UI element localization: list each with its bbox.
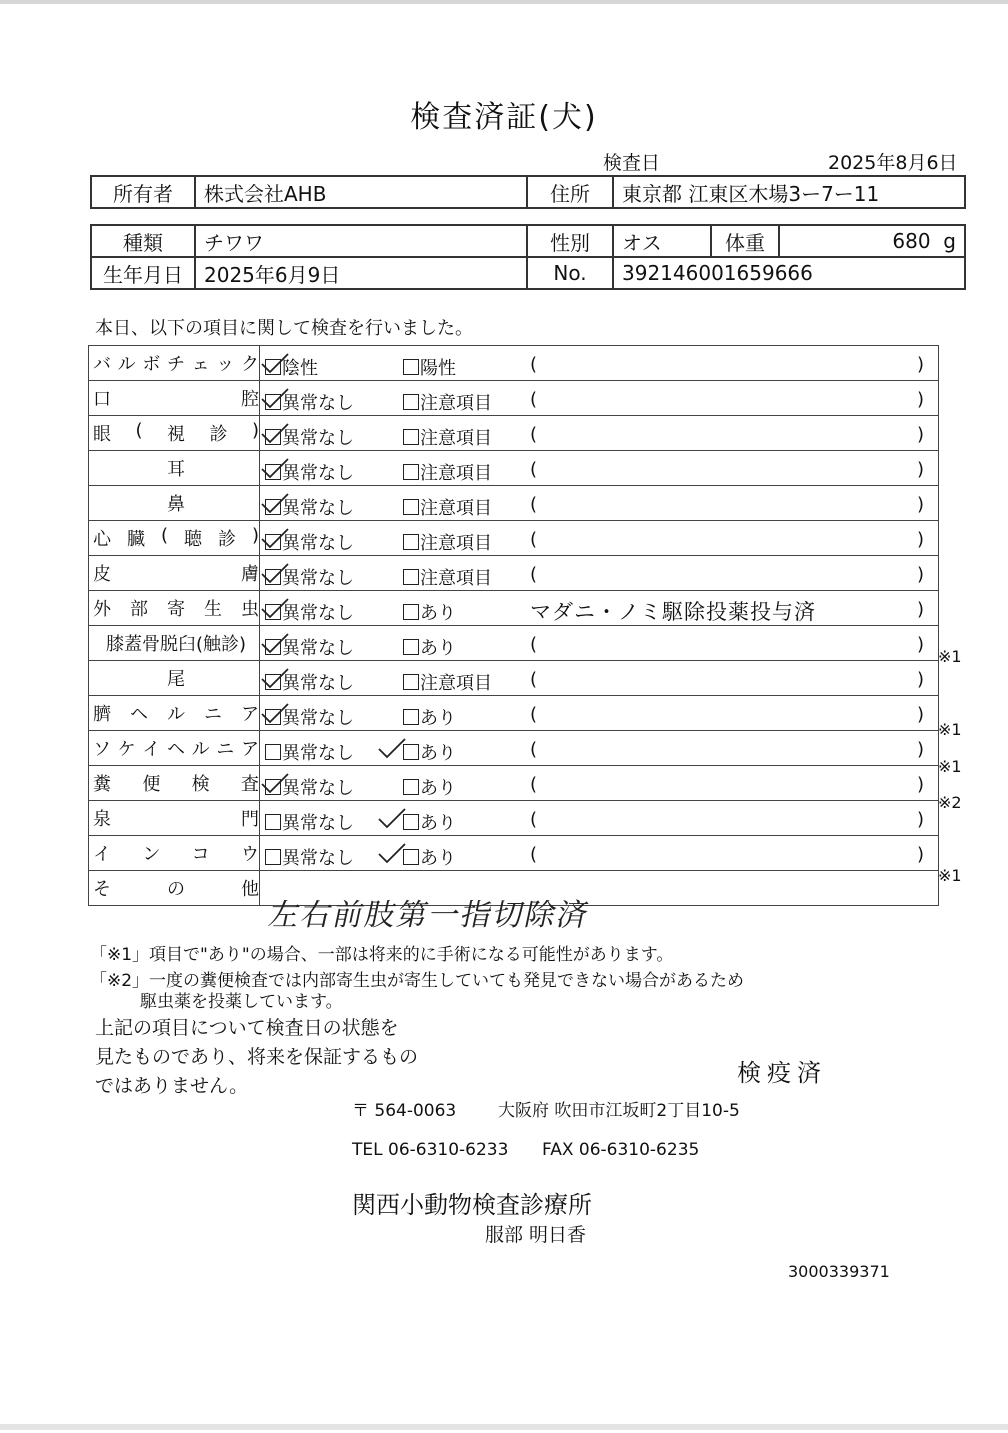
- option-abnormal[interactable]: [403, 354, 456, 380]
- clinic-name: 関西小動物検査診療所: [352, 1191, 592, 1219]
- item-name-char: (: [160, 525, 168, 546]
- item-name-char: ヘ: [166, 739, 185, 760]
- owner-value: 株式会社AHB: [195, 176, 527, 208]
- option-abnormal[interactable]: [403, 599, 456, 625]
- option-abnormal-label: 注意項目: [420, 393, 492, 414]
- pet-info-table: [90, 224, 966, 290]
- option-normal-label: 異常なし: [282, 603, 354, 624]
- item-name: [89, 696, 260, 731]
- check-mark-icon: [260, 562, 290, 584]
- checkup-row: [89, 731, 939, 766]
- item-name: [89, 486, 260, 521]
- checkup-table: [88, 345, 939, 906]
- remark-text: マダニ・ノミ駆除投薬投与済: [530, 600, 816, 624]
- item-name-char: チ: [166, 354, 185, 375]
- option-normal[interactable]: [265, 844, 354, 870]
- footnote-mark: ※1: [938, 647, 962, 666]
- item-options: [260, 801, 939, 836]
- option-abnormal-label: 注意項目: [420, 673, 492, 694]
- item-name-char: の: [167, 879, 185, 900]
- option-abnormal[interactable]: [403, 459, 492, 485]
- item-name-char: 臍: [93, 704, 111, 725]
- checkup-row: [89, 696, 939, 731]
- checkup-row: [89, 626, 939, 661]
- inspector-name: 服部 明日香: [485, 1224, 587, 1246]
- footnote-mark: ※1: [938, 757, 962, 776]
- option-normal-label: 異常なし: [282, 533, 354, 554]
- check-mark-icon: [260, 387, 290, 409]
- birth-value: 2025年6月9日: [195, 257, 527, 289]
- item-name-char: 膝蓋骨脱臼(触診): [105, 634, 247, 655]
- option-abnormal[interactable]: [403, 809, 456, 835]
- item-name-char: 膚: [241, 564, 259, 585]
- item-name-char: ン: [142, 844, 161, 865]
- option-abnormal-label: 注意項目: [420, 498, 492, 519]
- item-name: [89, 801, 260, 836]
- item-name: [89, 766, 260, 801]
- remark-open-paren: (: [530, 739, 538, 760]
- option-abnormal-label: あり: [420, 603, 456, 624]
- item-name-char: イ: [142, 739, 161, 760]
- item-name-char: ア: [241, 704, 259, 725]
- item-name-char: ッ: [216, 354, 235, 375]
- item-name: [89, 731, 260, 766]
- option-abnormal[interactable]: [403, 634, 456, 660]
- item-options: [260, 346, 939, 381]
- item-name-char: 皮: [93, 564, 111, 585]
- remark-open-paren: (: [530, 809, 538, 830]
- item-name: [89, 871, 260, 906]
- checkup-row: [89, 661, 939, 696]
- remark-close-paren: ): [917, 494, 925, 515]
- weight-value: 680: [892, 229, 931, 253]
- remark-close-paren: ): [917, 564, 925, 585]
- item-name-char: 虫: [241, 599, 259, 620]
- option-normal-label: 異常なし: [282, 813, 354, 834]
- footnote-2b: 駆虫薬を投薬しています。: [140, 992, 343, 1012]
- item-name-char: ヘ: [130, 704, 148, 725]
- checkup-row: [89, 556, 939, 591]
- remark-open-paren: (: [530, 494, 538, 515]
- remark-close-paren: ): [917, 774, 925, 795]
- item-name-char: 生: [204, 599, 222, 620]
- item-name-char: ル: [167, 704, 185, 725]
- check-mark-icon: [260, 492, 290, 514]
- option-abnormal[interactable]: [403, 669, 492, 695]
- checkbox[interactable]: [403, 709, 419, 725]
- item-options: [260, 521, 939, 556]
- option-abnormal[interactable]: [403, 739, 456, 765]
- item-name-char: 門: [241, 809, 259, 830]
- option-abnormal[interactable]: [403, 529, 492, 555]
- option-abnormal-label: あり: [420, 743, 456, 764]
- remark-close-paren: ): [917, 634, 925, 655]
- option-abnormal-label: 陽性: [420, 358, 456, 379]
- document-title: 検査済証(犬): [410, 100, 598, 135]
- statement-line: ではありません。: [95, 1075, 249, 1097]
- remark-close-paren: ): [917, 424, 925, 445]
- inspection-date-value: 2025年8月6日: [828, 152, 958, 174]
- checkbox[interactable]: [403, 674, 419, 690]
- footnote-1: 「※1」項目で"あり"の場合、一部は将来的に手術になる可能性があります。: [90, 945, 674, 965]
- item-name-char: (: [135, 420, 143, 441]
- item-name-char: 尾: [167, 669, 185, 690]
- remark-open-paren: (: [530, 564, 538, 585]
- checkup-row: [89, 346, 939, 381]
- item-options: [260, 836, 939, 871]
- checkup-row: [89, 416, 939, 451]
- item-name-char: 鼻: [167, 494, 185, 515]
- option-normal-label: 異常なし: [282, 848, 354, 869]
- item-name: [89, 626, 260, 661]
- weight-field: [779, 225, 965, 257]
- option-abnormal-label: 注意項目: [420, 428, 492, 449]
- option-normal-label: 異常なし: [282, 778, 354, 799]
- item-options: [260, 696, 939, 731]
- checkup-row: [89, 801, 939, 836]
- item-name: [89, 346, 260, 381]
- remark-close-paren: ): [917, 354, 925, 375]
- item-name-char: ): [251, 420, 259, 441]
- item-name-char: そ: [93, 879, 111, 900]
- option-abnormal-label: 注意項目: [420, 463, 492, 484]
- item-name-char: 腔: [241, 389, 259, 410]
- checkup-row: [89, 766, 939, 801]
- item-name-char: イ: [93, 844, 111, 865]
- weight-unit: g: [943, 229, 956, 253]
- item-options: [260, 661, 939, 696]
- check-mark-icon: [260, 597, 290, 619]
- item-name-char: ボ: [142, 354, 161, 375]
- item-name-char: 診: [209, 424, 228, 445]
- quarantine-stamp: 検疫済: [737, 1059, 827, 1087]
- item-options: [260, 731, 939, 766]
- item-options: [260, 766, 939, 801]
- checkbox[interactable]: [403, 359, 419, 375]
- item-options: [260, 381, 939, 416]
- option-abnormal[interactable]: [403, 494, 492, 520]
- item-name-char: 外: [93, 599, 111, 620]
- option-normal-label: 異常なし: [282, 393, 354, 414]
- item-name-char: ル: [117, 354, 136, 375]
- option-normal-label: 異常なし: [282, 498, 354, 519]
- weight-label: 体重: [711, 225, 779, 257]
- checkbox[interactable]: [403, 429, 419, 445]
- footnote-2a: 「※2」一度の糞便検査では内部寄生虫が寄生していても発見できない場合があるため: [90, 971, 745, 991]
- item-name-char: 心: [93, 529, 111, 550]
- statement-line: 見たものであり、将来を保証するもの: [95, 1046, 419, 1068]
- remark-open-paren: (: [530, 774, 538, 795]
- number-value: 392146001659666: [613, 257, 965, 289]
- clinic-tel: TEL 06-6310-6233: [352, 1140, 509, 1160]
- item-name: [89, 381, 260, 416]
- item-name: [89, 836, 260, 871]
- item-name-char: 聴: [183, 529, 202, 550]
- item-name-char: ウ: [240, 844, 259, 865]
- remark-open-paren: (: [530, 634, 538, 655]
- option-abnormal-label: 注意項目: [420, 533, 492, 554]
- item-name-char: 他: [241, 879, 259, 900]
- remark-open-paren: (: [530, 529, 538, 550]
- item-name-char: ニ: [204, 704, 222, 725]
- item-options: [260, 626, 939, 661]
- item-options: [260, 486, 939, 521]
- intro-text: 本日、以下の項目に関して検査を行いました。: [95, 318, 473, 339]
- checkbox[interactable]: [403, 779, 419, 795]
- option-abnormal-label: あり: [420, 778, 456, 799]
- checkbox[interactable]: [265, 744, 281, 760]
- option-normal-label: 陰性: [282, 358, 318, 379]
- item-options: [260, 416, 939, 451]
- scan-bottom-edge: [0, 1424, 1008, 1430]
- checkup-row: [89, 591, 939, 626]
- remark-close-paren: ): [917, 739, 925, 760]
- item-name-char: ): [251, 525, 259, 546]
- option-abnormal[interactable]: [403, 389, 492, 415]
- check-mark-icon: [260, 632, 290, 654]
- option-abnormal-label: あり: [420, 638, 456, 659]
- remark-open-paren: (: [530, 669, 538, 690]
- option-normal-label: 異常なし: [282, 428, 354, 449]
- item-options: [260, 556, 939, 591]
- remark-close-paren: ): [917, 599, 925, 620]
- checkbox[interactable]: [403, 394, 419, 410]
- item-name-char: 診: [217, 529, 236, 550]
- option-normal-label: 異常なし: [282, 568, 354, 589]
- item-name-char: 寄: [167, 599, 185, 620]
- item-name-char: コ: [191, 844, 210, 865]
- option-abnormal-label: あり: [420, 708, 456, 729]
- checkbox[interactable]: [403, 499, 419, 515]
- checkbox[interactable]: [403, 464, 419, 480]
- checkbox[interactable]: [265, 849, 281, 865]
- item-name-char: バ: [93, 354, 111, 375]
- item-name: [89, 521, 260, 556]
- remark-close-paren: ): [917, 844, 925, 865]
- checkbox[interactable]: [403, 534, 419, 550]
- option-abnormal[interactable]: [403, 844, 456, 870]
- item-name-char: ケ: [117, 739, 136, 760]
- item-name-char: ソ: [93, 739, 111, 760]
- check-mark-icon: [377, 807, 407, 829]
- option-normal[interactable]: [265, 739, 354, 765]
- option-normal[interactable]: [265, 809, 354, 835]
- item-name-char: 臓: [126, 529, 145, 550]
- checkup-row: [89, 486, 939, 521]
- checkbox[interactable]: [403, 604, 419, 620]
- item-name-char: 便: [142, 774, 161, 795]
- option-abnormal[interactable]: [403, 564, 492, 590]
- check-mark-icon: [377, 842, 407, 864]
- check-mark-icon: [260, 667, 290, 689]
- checkbox[interactable]: [403, 569, 419, 585]
- footnote-mark: ※1: [938, 866, 962, 885]
- address-value: 東京都 江東区木場3ー7ー11: [613, 176, 965, 208]
- item-name: [89, 556, 260, 591]
- statement-line: 上記の項目について検査日の状態を: [95, 1017, 399, 1039]
- checkbox[interactable]: [403, 639, 419, 655]
- item-name: [89, 451, 260, 486]
- option-normal-label: 異常なし: [282, 463, 354, 484]
- remark-close-paren: ): [917, 704, 925, 725]
- item-options: [260, 451, 939, 486]
- item-name-char: ク: [240, 354, 259, 375]
- checkup-row: [89, 381, 939, 416]
- remark-open-paren: (: [530, 354, 538, 375]
- handwritten-note: 左右前肢第一指切除済: [265, 898, 593, 933]
- footnote-mark: ※1: [938, 720, 962, 739]
- checkup-row: [89, 836, 939, 871]
- checkup-row: [89, 521, 939, 556]
- footnote-mark: ※2: [938, 793, 962, 812]
- option-abnormal[interactable]: [403, 774, 456, 800]
- remark-close-paren: ): [917, 459, 925, 480]
- item-name-char: 査: [240, 774, 259, 795]
- check-mark-icon: [260, 457, 290, 479]
- check-mark-icon: [260, 527, 290, 549]
- option-abnormal[interactable]: [403, 704, 456, 730]
- option-normal-label: 異常なし: [282, 743, 354, 764]
- check-mark-icon: [377, 737, 407, 759]
- remark-open-paren: (: [530, 424, 538, 445]
- option-abnormal-label: あり: [420, 813, 456, 834]
- breed-value: チワワ: [195, 225, 527, 257]
- option-normal-label: 異常なし: [282, 673, 354, 694]
- remark-open-paren: (: [530, 704, 538, 725]
- clinic-address: 大阪府 吹田市江坂町2丁目10-5: [498, 1101, 740, 1121]
- birth-label: 生年月日: [91, 257, 195, 289]
- check-mark-icon: [260, 422, 290, 444]
- postal-code: 〒 564-0063: [352, 1101, 457, 1121]
- item-name-char: 検: [191, 774, 210, 795]
- check-mark-icon: [260, 352, 290, 374]
- sex-value: オス: [613, 225, 711, 257]
- remark-close-paren: ): [917, 529, 925, 550]
- item-name-char: 泉: [93, 809, 111, 830]
- remark-close-paren: ): [917, 389, 925, 410]
- clinic-fax: FAX 06-6310-6235: [542, 1140, 700, 1160]
- item-name: [89, 591, 260, 626]
- item-name: [89, 416, 260, 451]
- statement: [95, 1014, 418, 1101]
- sex-label: 性別: [527, 225, 613, 257]
- option-abnormal[interactable]: [403, 424, 492, 450]
- document-code: 3000339371: [788, 1262, 890, 1281]
- item-name-char: ニ: [216, 739, 235, 760]
- check-mark-icon: [260, 702, 290, 724]
- option-abnormal-label: 注意項目: [420, 568, 492, 589]
- item-name-char: 視: [167, 424, 185, 445]
- number-label: No.: [527, 257, 613, 289]
- item-name-char: ェ: [191, 354, 210, 375]
- checkbox[interactable]: [265, 814, 281, 830]
- checkup-row: [89, 451, 939, 486]
- item-name-char: 部: [130, 599, 148, 620]
- item-name-char: 口: [93, 389, 111, 410]
- item-name-char: 眼: [93, 424, 111, 445]
- item-name: [89, 661, 260, 696]
- item-name-char: 糞: [93, 774, 111, 795]
- option-abnormal-label: あり: [420, 848, 456, 869]
- check-mark-icon: [260, 772, 290, 794]
- option-normal-label: 異常なし: [282, 638, 354, 659]
- item-name-char: ア: [240, 739, 259, 760]
- inspection-date-label: 検査日: [603, 152, 661, 174]
- remark-close-paren: ): [917, 669, 925, 690]
- item-name-char: 耳: [167, 459, 185, 480]
- owner-label: 所有者: [91, 176, 195, 208]
- option-normal-label: 異常なし: [282, 708, 354, 729]
- item-options: [260, 591, 939, 626]
- remark-open-paren: (: [530, 389, 538, 410]
- address-label: 住所: [527, 176, 613, 208]
- remark-open-paren: (: [530, 844, 538, 865]
- remark-open-paren: (: [530, 459, 538, 480]
- item-name-char: ル: [191, 739, 210, 760]
- breed-label: 種類: [91, 225, 195, 257]
- remark-close-paren: ): [917, 809, 925, 830]
- scan-top-edge: [0, 0, 1008, 4]
- owner-table: [90, 175, 966, 209]
